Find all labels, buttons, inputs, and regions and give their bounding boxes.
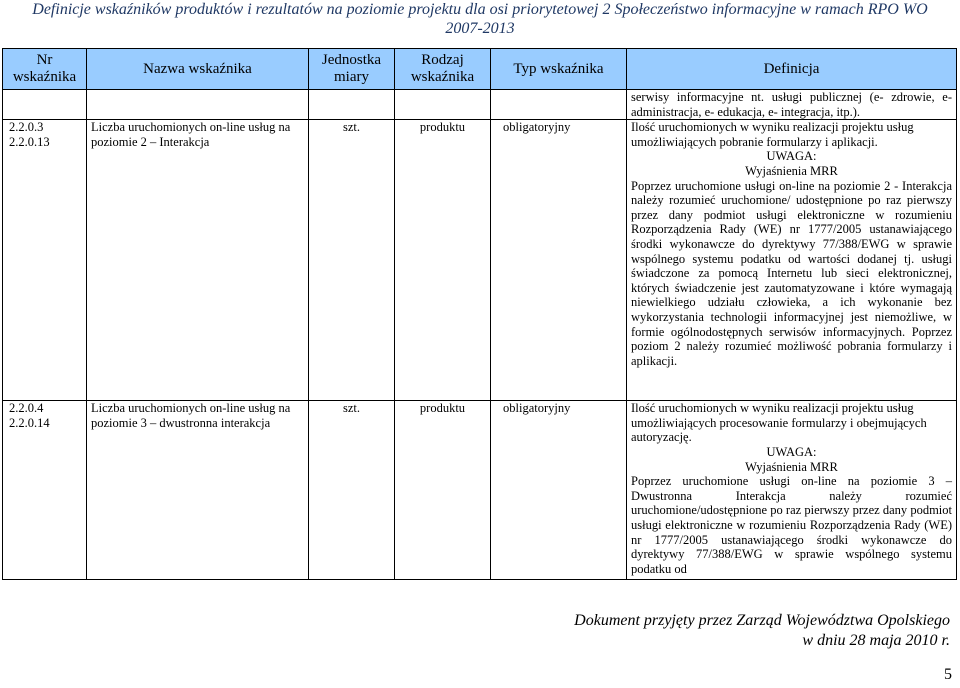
cell-empty	[3, 90, 87, 120]
nr-code: 2.2.0.14	[9, 415, 50, 430]
cell-empty	[395, 90, 491, 120]
indicator-table	[2, 48, 957, 580]
cell-definition-continued	[627, 90, 957, 120]
document-title-line1: Definicje wskaźników produktów i rezultatów na poziomie projektu dla osi priorytetowej 2 Społeczeństwo informacyjne w ramach RPO WO	[32, 1, 928, 18]
cell-kind: produktu	[395, 120, 491, 401]
cell-nr	[3, 120, 87, 401]
cell-empty	[87, 90, 309, 120]
table-row	[3, 120, 957, 401]
definition-body: Poprzez uruchomione usługi on-line na poziomie 2 - Interakcja należy rozumieć uruchomione/ udostępnione po raz pierwszy przez dany podmiot usługi elektroniczne w rozumieniu Rozporządzenia Rady (WE) nr 1777/2005 ustanawiającego środki wykonawcze do dyrektywy 77/388/EWG w sprawie wspólnego systemu podatku od wartości dodanej tj. usługi świadczone za pomocą Internetu lub sieci elektronicznej, których świadczenie jest zautomatyzowane i które wymagają niewielkiego udziału człowieka, a ich wykonanie bez wykorzystania technologii informacyjnej jest niemożliwe, w formie ogólnodostępnych serwisów informacyjnych. Poprzez poziom 2 należy rozumieć możliwość pobrania formularzy i aplikacji.	[631, 178, 952, 368]
header-definition: Definicja	[627, 49, 957, 90]
definition-warning: UWAGA:	[766, 149, 817, 164]
table-row-continued	[3, 90, 957, 120]
cell-type: obligatoryjny	[491, 120, 627, 401]
cell-empty	[491, 90, 627, 120]
cell-name: Liczba uruchomionych on-line usług na poziomie 2 – Interakcja	[87, 120, 309, 401]
cell-definition	[627, 120, 957, 401]
nr-code: 2.2.0.13	[9, 134, 50, 149]
definition-heading: Wyjaśnienia MRR	[745, 163, 838, 178]
footer-line1: Dokument przyjęty przez Zarząd Województwa Opolskiego	[574, 612, 950, 629]
definition-intro: Ilość uruchomionych w wyniku realizacji projektu usług umożliwiających pobranie formularzy i aplikacji.	[631, 120, 914, 149]
table-row	[3, 401, 957, 580]
footer-line2: w dniu 28 maja 2010 r.	[802, 632, 950, 649]
cell-nr	[3, 401, 87, 580]
header-name: Nazwa wskaźnika	[87, 49, 309, 90]
header-unit: Jednostka miary	[309, 49, 395, 90]
definition-heading: Wyjaśnienia MRR	[745, 459, 838, 474]
document-title	[0, 0, 960, 38]
definition-warning: UWAGA:	[766, 444, 817, 459]
approval-footer	[574, 611, 950, 651]
cell-kind: produktu	[395, 401, 491, 580]
definition-intro: Ilość uruchomionych w wyniku realizacji projektu usług umożliwiających procesowanie formularzy i obejmujących autoryzację.	[631, 401, 927, 445]
cell-empty	[309, 90, 395, 120]
cell-type: obligatoryjny	[491, 401, 627, 580]
cell-unit: szt.	[309, 401, 395, 580]
table-header-row	[3, 49, 957, 90]
header-nr: Nr wskaźnika	[3, 49, 87, 90]
document-title-line2: 2007-2013	[445, 20, 515, 37]
nr-code: 2.2.0.3	[9, 120, 44, 135]
cell-definition	[627, 401, 957, 580]
nr-code: 2.2.0.4	[9, 401, 44, 416]
cell-unit: szt.	[309, 120, 395, 401]
header-kind: Rodzaj wskaźnika	[395, 49, 491, 90]
definition-continued-text: serwisy informacyjne nt. usługi publicznej (e- zdrowie, e-administracja, e- edukacja, e- integracja, itp.).	[631, 90, 952, 119]
definition-body: Poprzez uruchomione usługi on-line na poziomie 3 – Dwustronna Interakcja należy rozumieć uruchomione/udostępnione po raz pierwszy przez dany podmiot usługi elektroniczne w rozumieniu Rozporządzenia Rady (WE) nr 1777/2005 ustanawiającego środki wykonawcze do dyrektywy 77/388/EWG w sprawie wspólnego systemu podatku od	[631, 474, 952, 576]
page-number: 5	[944, 666, 952, 683]
cell-name: Liczba uruchomionych on-line usług na poziomie 3 – dwustronna interakcja	[87, 401, 309, 580]
header-type: Typ wskaźnika	[491, 49, 627, 90]
